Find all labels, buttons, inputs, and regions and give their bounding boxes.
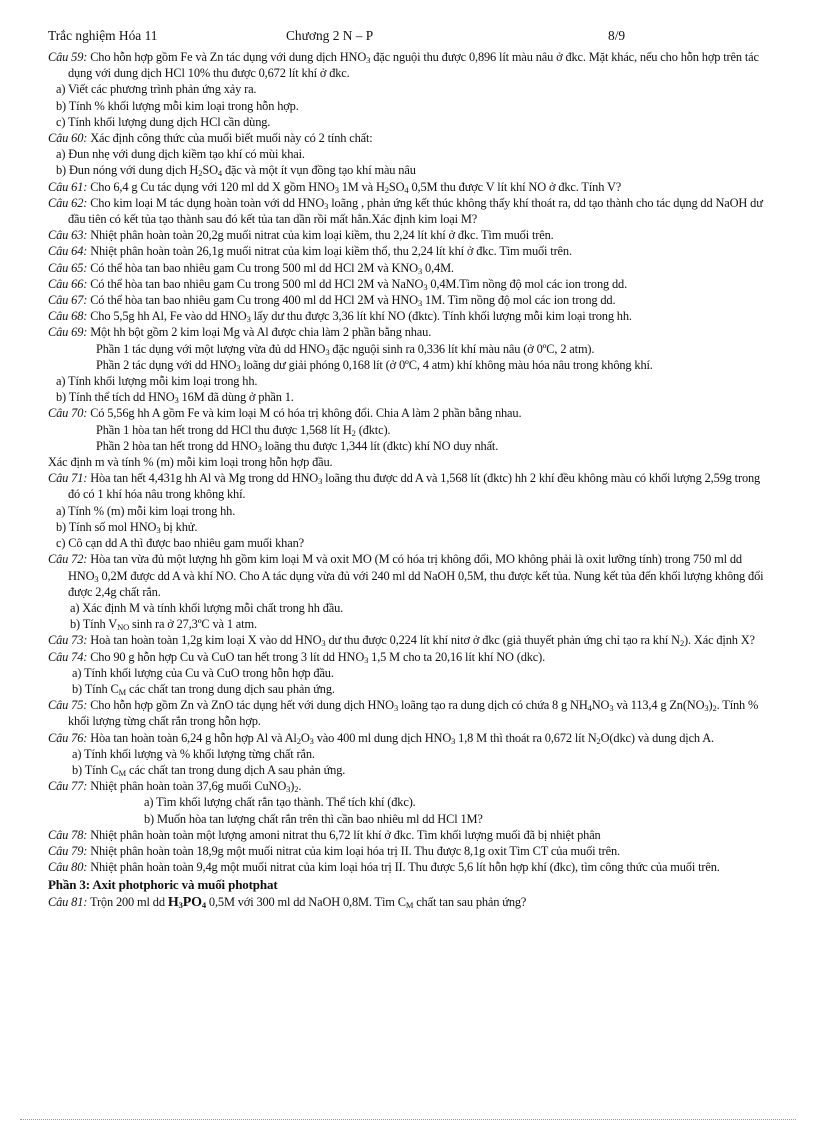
question-text: Cho hỗn hợp gồm Fe và Zn tác dụng với dung dịch $HNO_3$ đặc nguội thu được 0,896 lít màu nâu ở đkc. Mặt khác, nếu cho hỗn hợp trên tác dụng với dung dịch HCl 10% thu được 0,672 lít khí ở đkc. (68, 50, 759, 81)
question-part: b) Tính % khối lượng mỗi kim loại trong hỗn hợp. (56, 98, 299, 113)
question-label: Câu 61: (48, 179, 88, 194)
question-76 (48, 730, 773, 746)
question-detail-line: b) Muốn hòa tan lượng chất rắn trên thì cần bao nhiêu ml dd HCl 1M? (144, 811, 483, 826)
question-72 (48, 551, 773, 600)
question-78 (48, 827, 773, 843)
question-80 (48, 859, 773, 875)
question-label: Câu 66: (48, 276, 88, 291)
question-60 (48, 130, 773, 146)
question-label: Câu 73: (48, 633, 88, 648)
question-text: Xác định công thức của muối biết muối này có 2 tính chất: (90, 131, 373, 146)
question-text: Nhiệt phân hoàn toàn 26,1g muối nitrat của kim loại kiềm thổ, thu 2,24 lít khí ở đkc. Tìm muối trên. (90, 244, 572, 259)
question-text: Trộn 200 ml dd (89, 894, 168, 909)
question-text: Cho 5,5g hh Al, Fe vào dd $HNO_3$ lấy dư thu được 3,36 lít khí NO (đktc). Tính khối lượng mỗi kim loại trong hh. (90, 309, 632, 325)
question-text: Cho hỗn hợp gồm Zn và ZnO tác dụng hết với dung dịch $HNO_3$ loãng tạo ra dung dịch có chứa 8 g $NH_4NO_3$ và 113,4 g $Zn(NO_3)_2$. Tính % khối lượng từng chất rắn trong hỗn hợp. (68, 698, 759, 729)
question-label: Câu 60: (48, 131, 88, 146)
question-part: a) Tính khối lượng mỗi kim loại trong hh. (56, 374, 258, 389)
header-title: Trắc nghiệm Hóa 11 (48, 28, 158, 43)
question-62 (48, 195, 773, 227)
question-detail-line: Phần 1 hòa tan hết trong dd HCl thu được 1,568 lít $H_2$ (đktc). (96, 422, 391, 438)
question-77 (48, 778, 773, 794)
section-heading: Phần 3: Axit photphoric và muối photphat (48, 877, 278, 893)
question-part: c) Tính khối lượng dung dịch HCl cần dùng. (56, 114, 271, 129)
question-label: Câu 77: (48, 779, 88, 794)
question-text: Có 5,56g hh A gồm Fe và kim loại M có hóa trị không đổi. Chia A làm 2 phần bằng nhau. (90, 406, 522, 421)
question-label: Câu 63: (48, 228, 88, 243)
question-part: b) Tính $C_M$ các chất tan trong dung dịch sau phản ứng. (72, 681, 335, 697)
question-text: Nhiệt phân hoàn toàn 9,4g một muối nitrat của kim loại hóa trị II. Thu được 5,6 lít hỗn hợp khí (đkc), tìm công thức của muối trên. (90, 860, 720, 875)
question-75 (48, 697, 773, 729)
question-list (48, 49, 773, 911)
question-label: Câu 76: (48, 730, 88, 745)
question-text: Nhiệt phân hoàn toàn 18,9g một muối nitrat của kim loại hóa trị II. Thu được 8,1g oxit Tìm CT của muối trên. (90, 843, 620, 858)
question-text: Cho kim loại M tác dụng hoàn toàn với dd $HNO_3$ loãng , phản ứng kết thúc không thấy khí thoát ra, dd tạo thành cho tác dụng dd NaOH dư đầu tiên có kết tủa tạo thành sau đó kết tủa tan dần rồi mất hẳn.Xác định kim loại M? (68, 195, 763, 227)
question-detail-line: Phần 1 tác dụng với một lượng vừa đủ dd $HNO_3$ đặc nguội sinh ra 0,336 lít khí màu nâu (ở 0ºC, 2 atm). (96, 341, 595, 357)
question-64 (48, 243, 773, 259)
question-74 (48, 649, 773, 665)
page-bottom-divider (20, 1119, 796, 1120)
question-text: Nhiệt phân hoàn toàn 20,2g muối nitrat của kim loại kiềm, thu 2,24 lít khí ở đkc. Tìm muối trên. (90, 228, 554, 243)
question-70 (48, 405, 773, 421)
question-text: Một hh bột gồm 2 kim loại Mg và Al được chia làm 2 phần bằng nhau. (90, 325, 432, 340)
question-label: Câu 68: (48, 309, 88, 324)
question-text: Hòa tan hoàn toàn 6,24 g hỗn hợp Al và $Al_2O_3$ vào 400 ml dung dịch $HNO_3$ 1,8 M thì thoát ra 0,672 lít $N_2O(dkc)$ và dung dịch A. (90, 730, 714, 746)
page-header (48, 28, 768, 44)
question-text: Cho 90 g hỗn hợp Cu và CuO tan hết trong 3 lít dd $HNO_3$ 1,5 M cho ta 20,16 lít khí NO (dkc). (90, 649, 546, 665)
question-text: Hòa tan vừa đủ một lượng hh gồm kim loại M và oxit MO (M có hóa trị không đổi, MO không phải là oxit lưỡng tính) trong 750 ml dd $HNO_3$ 0,2M được dd A và khí NO. Cho A tác dụng vừa đủ với 240 ml dd NaOH 0,5M, thu được kết tủa. Nung kết tủa đến khối lượng không đổi được 2,4g chất rắn. (68, 552, 764, 599)
header-page-number: 8/9 (608, 28, 626, 43)
question-label: Câu 64: (48, 244, 88, 259)
question-label: Câu 78: (48, 827, 88, 842)
question-conclusion: Xác định m và tính % (m) mỗi kim loại trong hỗn hợp đầu. (48, 455, 333, 470)
question-text: Có thể hòa tan bao nhiêu gam Cu trong 400 ml dd HCl 2M và $HNO_3$ 1M. Tìm nồng độ mol các ion trong dd. (90, 293, 616, 309)
question-label: Câu 70: (48, 406, 88, 421)
question-text: 0,5M với 300 ml dd NaOH 0,8M. Tìm $C_M$ chất tan sau phản ứng? (205, 894, 527, 910)
question-label: Câu 62: (48, 195, 88, 210)
question-label: Câu 69: (48, 325, 88, 340)
question-81 (48, 894, 773, 911)
question-part: c) Cô cạn dd A thì được bao nhiêu gam muối khan? (56, 536, 304, 551)
question-text: Hoà tan hoàn toàn 1,2g kim loại X vào dd $HNO_3$ dư thu được 0,224 lít khí nitơ ở đkc (giả thuyết phản ứng chỉ tạo ra khí $N_2$). Xác định X? (90, 633, 755, 649)
question-67 (48, 292, 773, 308)
question-68 (48, 308, 773, 324)
question-detail-line: a) Tìm khối lượng chất rắn tạo thành. Thể tích khí (đkc). (144, 795, 416, 810)
question-part: a) Đun nhẹ với dung dịch kiềm tạo khí có mùi khai. (56, 147, 305, 162)
question-text: Nhiệt phân hoàn toàn 37,6g muối $CuNO_3)_2$. (90, 779, 302, 795)
question-label: Câu 81: (48, 894, 88, 909)
question-73 (48, 632, 773, 648)
question-part: a) Tính % (m) mỗi kim loại trong hh. (56, 503, 236, 518)
question-label: Câu 67: (48, 293, 88, 308)
question-65 (48, 260, 773, 276)
question-label: Câu 74: (48, 649, 88, 664)
question-part: a) Xác định M và tính khối lượng mỗi chất trong hh đầu. (70, 600, 344, 615)
question-79 (48, 843, 773, 859)
question-label: Câu 65: (48, 260, 88, 275)
question-text: Hòa tan hết 4,431g hh Al và Mg trong dd $HNO_3$ loãng thu được dd A và 1,568 lít (đktc) hh 2 khí đều không màu có khối lượng 2,59g trong đó có 1 khí hóa nâu trong không khí. (68, 471, 761, 502)
question-label: Câu 75: (48, 698, 88, 713)
header-chapter: Chương 2 N – P (286, 28, 374, 43)
question-63 (48, 227, 773, 243)
question-detail-line: Phần 2 hòa tan hết trong dd $HNO_3$ loãng thu được 1,344 lít (đktc) khí NO duy nhất. (96, 438, 499, 454)
question-text: Có thể hòa tan bao nhiêu gam Cu trong 500 ml dd HCl 2M và $KNO_3$ 0,4M. (90, 260, 454, 276)
question-part: b) Tính $C_M$ các chất tan trong dung dịch A sau phản ứng. (72, 762, 346, 778)
question-detail-line: Phần 2 tác dụng với dd $HNO_3$ loãng dư giải phóng 0,168 lít (ở 0ºC, 4 atm) khí không màu hóa nâu trong không khí. (96, 357, 653, 373)
question-text: Nhiệt phân hoàn toàn một lượng amoni nitrat thu 6,72 lít khí ở đkc. Tìm khối lượng muối đã bị nhiệt phân (90, 827, 601, 842)
question-label: Câu 79: (48, 843, 88, 858)
question-66 (48, 276, 773, 292)
question-text: Có thể hòa tan bao nhiêu gam Cu trong 500 ml dd HCl 2M và NaNO$_3$ 0,4M.Tìm nồng độ mol các ion trong dd. (90, 276, 628, 292)
question-label: Câu 71: (48, 471, 88, 486)
question-label: Câu 80: (48, 860, 88, 875)
question-69 (48, 324, 773, 340)
question-61 (48, 179, 773, 195)
question-label: Câu 72: (48, 552, 88, 567)
question-part: a) Tính khối lượng và % khối lượng từng chất rắn. (72, 746, 315, 761)
formula-h3po4: $H_3PO_4$ (167, 894, 206, 910)
question-label: Câu 59: (48, 50, 88, 64)
question-part: a) Viết các phương trình phản ứng xảy ra. (56, 82, 257, 97)
question-part: b) Tính thể tích dd $HNO_3$ 16M đã dùng ở phần 1. (56, 390, 294, 406)
question-text: Cho 6,4 g Cu tác dụng với 120 ml dd X gồm $HNO_3$ 1M và $H_2SO_4$ 0,5M thu được V lít khí NO ở đkc. Tính V? (90, 179, 622, 195)
question-part: b) Đun nóng với dung dịch $H_2SO_4$ đặc và một ít vụn đồng tạo khí màu nâu (56, 163, 416, 179)
question-part: b) Tính số mol $HNO_3$ bị khử. (56, 519, 198, 535)
question-59 (48, 49, 773, 81)
question-71 (48, 470, 773, 502)
question-part: b) Tính $V_{NO}$ sinh ra ở 27,3ºC và 1 atm. (70, 617, 257, 633)
question-part: a) Tính khối lượng của Cu và CuO trong hỗn hợp đầu. (72, 665, 334, 680)
